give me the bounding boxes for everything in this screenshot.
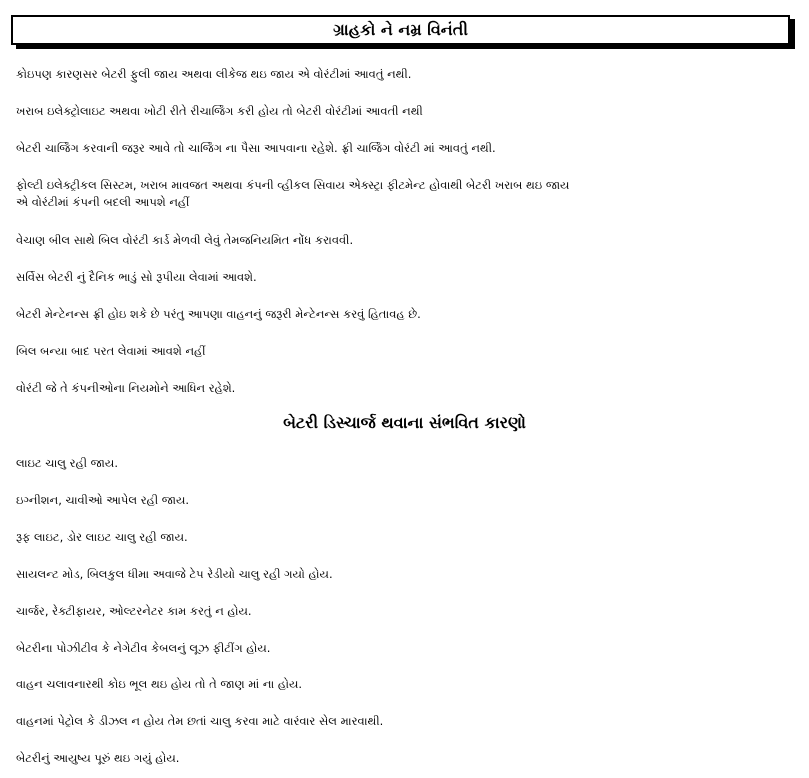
cause-item: રૂફ લાઇટ, ડોર લાઇટ ચાલુ રહી જાય. [16,530,188,544]
notice-item: વેચાણ બીલ સાથે બિલ વોરંટી કાર્ડ મેળવી લેવું તેમજનિયમિત નોંધ કરાવવી. [16,233,354,247]
notice-item: સર્વિસ બેટરી નું દૈનિક ભાડું સો રૂપીયા લેવામાં આવશે. [16,270,257,284]
cause-item: ચાર્જર, રેક્ટીફાયર, ઓલ્ટરનેટર કામ કરતું ન હોય. [16,604,252,618]
notice-item: બિલ બન્યા બાદ પરત લેવામાં આવશે નહીં [16,344,206,358]
notice-item: ફોલ્ટી ઇલેક્ટ્રીકલ સિસ્ટમ, ખરાબ માવજત અથવા કંપની વ્હીકલ સિવાય એક્સ્ટ્રા ફીટમેન્ટ હોવાથી બેટરી ખરાબ થઇ જાય [16,178,570,192]
notice-title: ગ્રાહકો ને નમ્ર વિનંતી [333,20,468,39]
causes-heading: બેટરી ડિસ્ચાર્જ થવાના સંભવિત કારણો [283,413,526,432]
notice-item: બેટરી મેન્ટેનન્સ ફ્રી હોઇ શકે છે પરંતુ આપણા વાહનનું જરૂરી મેન્ટેનન્સ કરવું હિતાવહ છે. [16,307,421,321]
cause-item: લાઇટ ચાલુ રહી જાય. [16,456,118,470]
cause-item: વાહન ચલાવનારથી કોઇ ભૂલ થઇ હોય તો તે જાણ માં ના હોય. [16,677,303,691]
cause-item: બેટરીનું આયુષ્ય પૂરું થઇ ગયું હોય. [16,751,180,765]
cause-item: ઇગ્નીશન, ચાવીઓ આપેલ રહી જાય. [16,493,190,507]
cause-item: બેટરીના પોઝીટીવ કે નેગેટીવ કેબલનું લૂઝ ફીટીંગ હોય. [16,641,271,655]
notice-item: બેટરી ચાર્જિંગ કરવાની જરૂર આવે તો ચાર્જિંગ ના પૈસા આપવાના રહેશે. ફ્રી ચાર્જિંગ વોરંટી માં આવતું નથી. [16,141,496,155]
cause-item: સાયલન્ટ મોડ, બિલકુલ ધીમા અવાજે ટેપ રેડીયો ચાલુ રહી ગયો હોય. [16,567,333,581]
notice-item-continued: એ વોરંટીમાં કંપની બદલી આપશે નહીં [16,195,190,209]
notice-item: કોઇપણ કારણસર બેટરી ફુલી જાય અથવા લીકેજ થઇ જાય એ વોરંટીમાં આવતું નથી. [16,67,412,81]
notice-item: વોરંટી જે તે કંપનીઓના નિયમોને આધિન રહેશે. [16,381,236,395]
cause-item: વાહનમાં પેટ્રોલ કે ડીઝલ ન હોય તેમ છતાં ચાલુ કરવા માટે વારંવાર સેલ મારવાથી. [16,714,384,728]
notice-item: ખરાબ ઇલેક્ટ્રોલાઇટ અથવા ખોટી રીતે રીચાર્જિંગ કરી હોય તો બેટરી વોરંટીમાં આવતી નથી [16,104,423,118]
notice-title-box [11,15,790,45]
